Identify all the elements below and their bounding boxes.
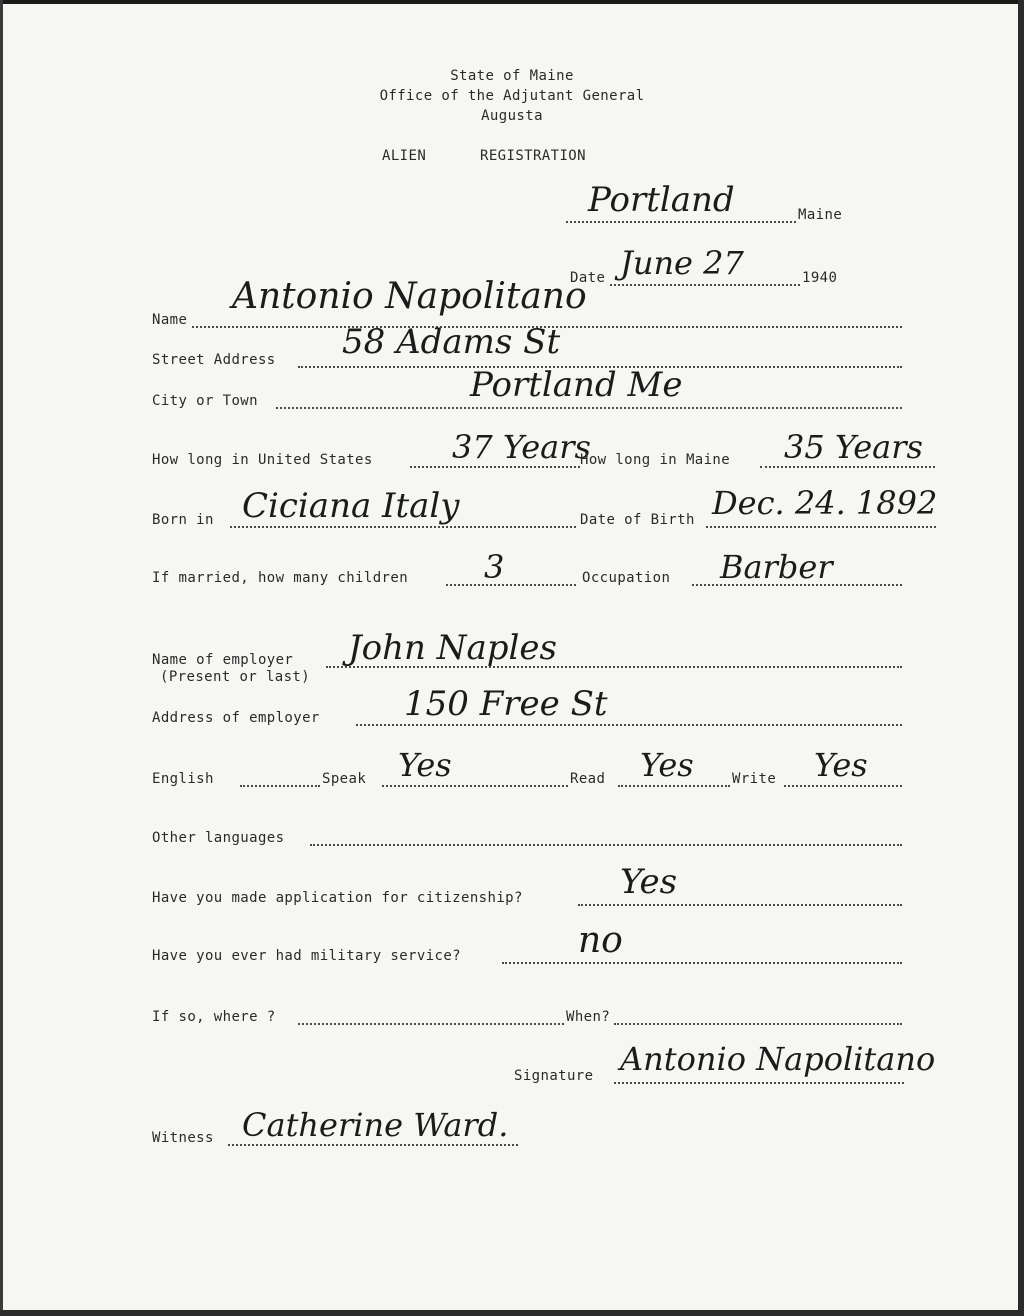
signature-value: Antonio Napolitano bbox=[620, 1040, 936, 1078]
date-line bbox=[610, 282, 800, 286]
witness-value: Catherine Ward. bbox=[242, 1106, 509, 1144]
date-value: June 27 bbox=[620, 244, 744, 282]
scan-border-left bbox=[0, 0, 3, 1316]
maine-years-label: How long in Maine bbox=[580, 452, 731, 468]
header-office: Office of the Adjutant General bbox=[379, 88, 645, 104]
where-label: If so, where ? bbox=[152, 1009, 276, 1025]
us-years-value: 37 Years bbox=[452, 428, 591, 466]
witness-label: Witness bbox=[152, 1130, 214, 1146]
english-label: English bbox=[152, 771, 214, 787]
place-value: Portland bbox=[588, 180, 735, 220]
header-state: State of Maine bbox=[450, 68, 574, 84]
born-label: Born in bbox=[152, 512, 214, 528]
employer-sublabel: (Present or last) bbox=[160, 669, 311, 685]
citizenship-label: Have you made application for citizenship? bbox=[152, 890, 523, 906]
citizenship-line bbox=[578, 902, 902, 906]
children-value: 3 bbox=[484, 548, 505, 586]
when-line bbox=[614, 1021, 902, 1025]
signature-line bbox=[614, 1080, 904, 1084]
children-line bbox=[446, 582, 576, 586]
street-label: Street Address bbox=[152, 352, 276, 368]
place-suffix: Maine bbox=[798, 207, 843, 223]
speak-label: Speak bbox=[322, 771, 367, 787]
military-line bbox=[502, 960, 902, 964]
write-value: Yes bbox=[814, 746, 868, 784]
name-value: Antonio Napolitano bbox=[232, 276, 587, 317]
dob-label: Date of Birth bbox=[580, 512, 695, 528]
form-title-alien: ALIEN bbox=[382, 148, 427, 164]
date-label: Date bbox=[570, 270, 606, 286]
employer-label: Name of employer bbox=[152, 652, 294, 668]
occupation-label: Occupation bbox=[582, 570, 671, 586]
read-label: Read bbox=[570, 771, 606, 787]
occupation-value: Barber bbox=[720, 548, 833, 586]
children-label: If married, how many children bbox=[152, 570, 409, 586]
city-label: City or Town bbox=[152, 393, 258, 409]
form-title-registration: REGISTRATION bbox=[480, 148, 586, 164]
name-label: Name bbox=[152, 312, 188, 328]
scan-border-right bbox=[1018, 0, 1024, 1316]
city-value: Portland Me bbox=[470, 365, 683, 405]
other-languages-label: Other languages bbox=[152, 830, 285, 846]
where-line bbox=[298, 1021, 564, 1025]
military-label: Have you ever had military service? bbox=[152, 948, 462, 964]
dob-value: Dec. 24. 1892 bbox=[712, 484, 938, 522]
speak-value: Yes bbox=[398, 746, 452, 784]
header-city: Augusta bbox=[481, 108, 543, 124]
read-value: Yes bbox=[640, 746, 694, 784]
city-line bbox=[276, 405, 902, 409]
citizenship-value: Yes bbox=[620, 862, 678, 902]
when-label: When? bbox=[566, 1009, 611, 1025]
scan-border-bottom bbox=[0, 1310, 1024, 1316]
signature-label: Signature bbox=[514, 1068, 594, 1084]
write-label: Write bbox=[732, 771, 777, 787]
employer-value: John Naples bbox=[348, 628, 557, 668]
us-years-label: How long in United States bbox=[152, 452, 373, 468]
employer-address-label: Address of employer bbox=[152, 710, 320, 726]
scan-border-top bbox=[0, 0, 1024, 4]
other-languages-line bbox=[310, 842, 902, 846]
date-year: 1940 bbox=[802, 270, 838, 286]
military-value: no bbox=[578, 920, 623, 961]
employer-address-value: 150 Free St bbox=[404, 684, 608, 724]
english-line bbox=[240, 783, 320, 787]
maine-years-value: 35 Years bbox=[784, 428, 923, 466]
dob-line bbox=[706, 524, 936, 528]
street-value: 58 Adams St bbox=[342, 322, 561, 362]
born-value: Ciciana Italy bbox=[242, 486, 460, 526]
